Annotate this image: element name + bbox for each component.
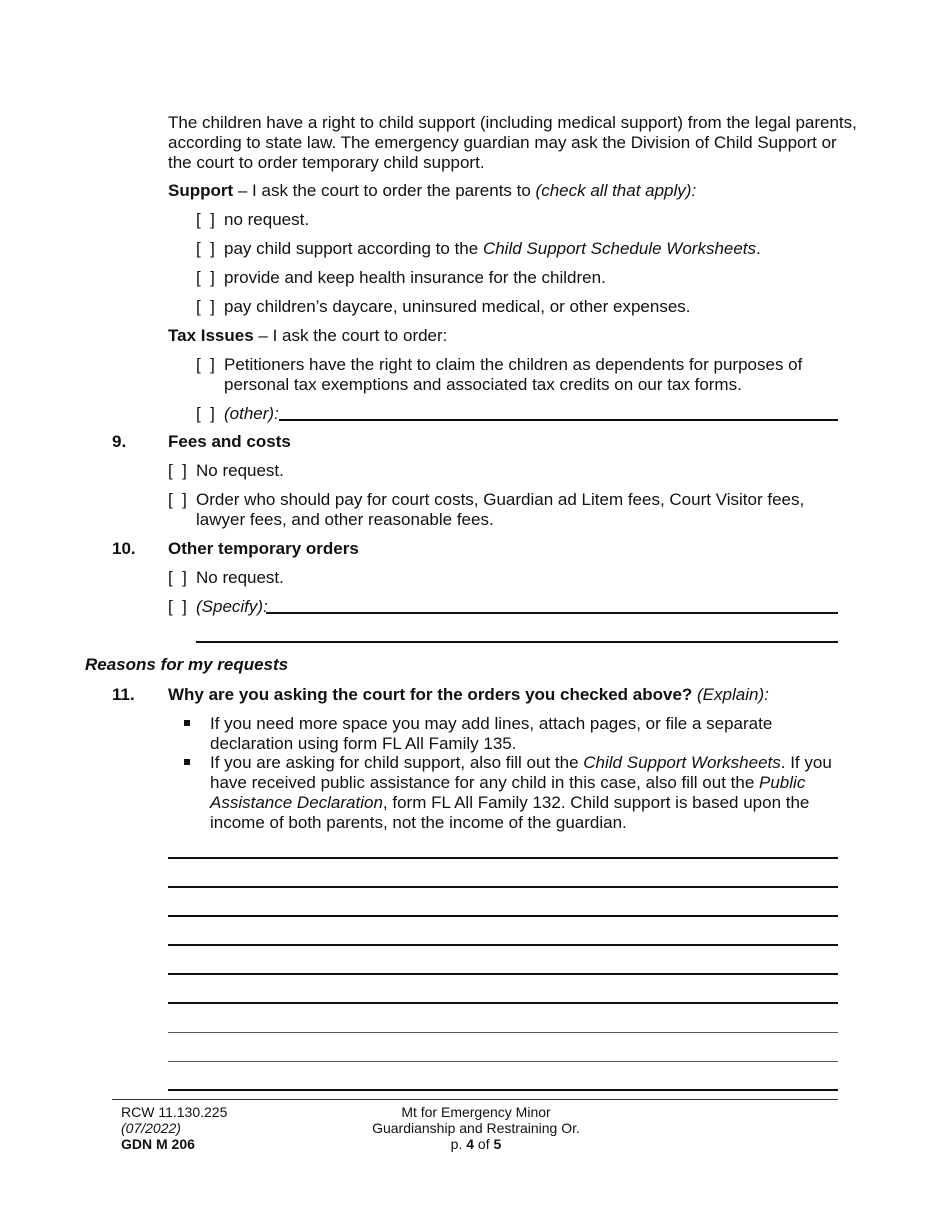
intro-paragraph bbox=[168, 113, 868, 173]
explain-line-7[interactable] bbox=[168, 1032, 838, 1033]
worksheets-title: Child Support Schedule Worksheets bbox=[482, 239, 757, 258]
explain-line-1[interactable] bbox=[168, 857, 838, 859]
footer-form-code: GDN M 206 bbox=[121, 1136, 195, 1152]
section-11-number: 11. bbox=[112, 685, 135, 704]
public-word: Public bbox=[759, 773, 806, 792]
bullet-2-line-1-end: . If you bbox=[780, 753, 832, 772]
fees-order-checkbox[interactable]: [ ] bbox=[168, 490, 187, 509]
bullet-2-line-2 bbox=[210, 773, 850, 793]
footer-title-line-2: Guardianship and Restraining Or. bbox=[372, 1120, 580, 1136]
support-insurance-checkbox[interactable]: [ ] bbox=[196, 268, 215, 287]
explain-line-9[interactable] bbox=[168, 1089, 838, 1091]
bullet-2-line-2-text: have received public assistance for any child in this case, also fill out the bbox=[210, 773, 760, 792]
fees-no-request-label: No request. bbox=[196, 461, 284, 480]
bullet-2-icon bbox=[184, 759, 190, 765]
specify-input-line-2[interactable] bbox=[196, 641, 838, 643]
tax-label: Tax Issues bbox=[168, 326, 254, 345]
tax-text: – I ask the court to order: bbox=[253, 326, 448, 345]
bullet-1-text bbox=[210, 714, 850, 754]
support-expenses-label: pay children’s daycare, uninsured medical, or other expenses. bbox=[224, 297, 691, 316]
support-text: – I ask the court to order the parents to bbox=[233, 181, 536, 200]
support-insurance-label: provide and keep health insurance for the children. bbox=[224, 268, 606, 287]
explain-line-3[interactable] bbox=[168, 915, 838, 917]
tax-other-checkbox[interactable]: [ ] bbox=[196, 404, 215, 423]
fees-order-line-1: Order who should pay for court costs, Guardian ad Litem fees, Court Visitor fees, bbox=[196, 490, 805, 509]
tax-heading bbox=[168, 326, 447, 346]
page-of: of bbox=[474, 1136, 494, 1152]
bullet-2-text bbox=[210, 753, 850, 833]
section-11-title bbox=[168, 685, 769, 705]
other-orders-specify-label: (Specify): bbox=[196, 597, 268, 616]
bullet-1-line-1: If you need more space you may add lines, attach pages, or file a separate bbox=[210, 714, 773, 733]
footer-left bbox=[121, 1104, 227, 1152]
section-10-number: 10. bbox=[112, 539, 136, 558]
specify-input-line-1[interactable] bbox=[266, 612, 838, 614]
explain-line-6[interactable] bbox=[168, 1002, 838, 1004]
fees-no-request-checkbox[interactable]: [ ] bbox=[168, 461, 187, 480]
support-child-support-label bbox=[224, 239, 761, 259]
section-11-explain: (Explain): bbox=[692, 685, 769, 704]
support-heading bbox=[168, 181, 696, 201]
explain-line-4[interactable] bbox=[168, 944, 838, 946]
intro-line-1: The children have a right to child support (including medical support) from the legal parents, bbox=[168, 113, 857, 132]
other-orders-specify-checkbox[interactable]: [ ] bbox=[168, 597, 187, 616]
reasons-heading: Reasons for my requests bbox=[85, 655, 289, 674]
explain-line-5[interactable] bbox=[168, 973, 838, 975]
assistance-declaration-title: Assistance Declaration bbox=[210, 793, 383, 812]
support-child-support-checkbox[interactable]: [ ] bbox=[196, 239, 215, 258]
other-orders-no-request-label: No request. bbox=[196, 568, 284, 587]
fees-order-label bbox=[196, 490, 856, 530]
bullet-1-line-2: declaration using form FL All Family 135. bbox=[210, 734, 517, 753]
support-no-request-checkbox[interactable]: [ ] bbox=[196, 210, 215, 229]
fees-order-line-2: lawyer fees, and other reasonable fees. bbox=[196, 510, 494, 529]
footer-revision: (07/2022) bbox=[121, 1120, 181, 1136]
footer-statute: RCW 11.130.225 bbox=[121, 1104, 228, 1120]
footer-title-line-1: Mt for Emergency Minor bbox=[401, 1104, 551, 1120]
page-number bbox=[326, 1136, 626, 1152]
support-no-request-label: no request. bbox=[224, 210, 310, 229]
page-current: 4 bbox=[466, 1136, 475, 1152]
explain-line-8[interactable] bbox=[168, 1061, 838, 1062]
bullet-1-icon bbox=[184, 720, 190, 726]
section-10-title: Other temporary orders bbox=[168, 539, 359, 558]
section-9-title: Fees and costs bbox=[168, 432, 291, 451]
footer-center bbox=[326, 1104, 626, 1152]
explain-line-2[interactable] bbox=[168, 886, 838, 888]
intro-line-3: the court to order temporary child support. bbox=[168, 153, 485, 172]
support-label: Support bbox=[168, 181, 234, 200]
intro-line-2: according to state law. The emergency guardian may ask the Division of Child Support or bbox=[168, 133, 837, 152]
child-support-worksheets-title: Child Support Worksheets bbox=[583, 753, 781, 772]
tax-other-input-line[interactable] bbox=[279, 419, 838, 421]
bullet-2-line-1-text: If you are asking for child support, also fill out the bbox=[210, 753, 584, 772]
tax-dependents-label bbox=[224, 355, 864, 395]
support-expenses-checkbox[interactable]: [ ] bbox=[196, 297, 215, 316]
support-instruction: (check all that apply): bbox=[535, 181, 697, 200]
footer-divider bbox=[112, 1099, 838, 1100]
support-child-support-text: pay child support according to the bbox=[224, 239, 483, 258]
support-child-support-period: . bbox=[756, 239, 761, 258]
bullet-2-line-3-text: , form FL All Family 132. Child support is based upon the bbox=[382, 793, 810, 812]
section-9-number: 9. bbox=[112, 432, 127, 451]
tax-dependents-checkbox[interactable]: [ ] bbox=[196, 355, 215, 374]
tax-other-label: (other): bbox=[224, 404, 279, 423]
tax-dependents-line-1: Petitioners have the right to claim the children as dependents for purposes of bbox=[224, 355, 803, 374]
page-prefix: p. bbox=[450, 1136, 467, 1152]
bullet-2-line-4: income of both parents, not the income of the guardian. bbox=[210, 813, 627, 832]
bullet-2-line-1 bbox=[210, 753, 850, 773]
page-total: 5 bbox=[493, 1136, 502, 1152]
section-11-question: Why are you asking the court for the orders you checked above? bbox=[168, 685, 693, 704]
bullet-2-line-3 bbox=[210, 793, 850, 813]
tax-dependents-line-2: personal tax exemptions and associated tax credits on our tax forms. bbox=[224, 375, 742, 394]
other-orders-no-request-checkbox[interactable]: [ ] bbox=[168, 568, 187, 587]
